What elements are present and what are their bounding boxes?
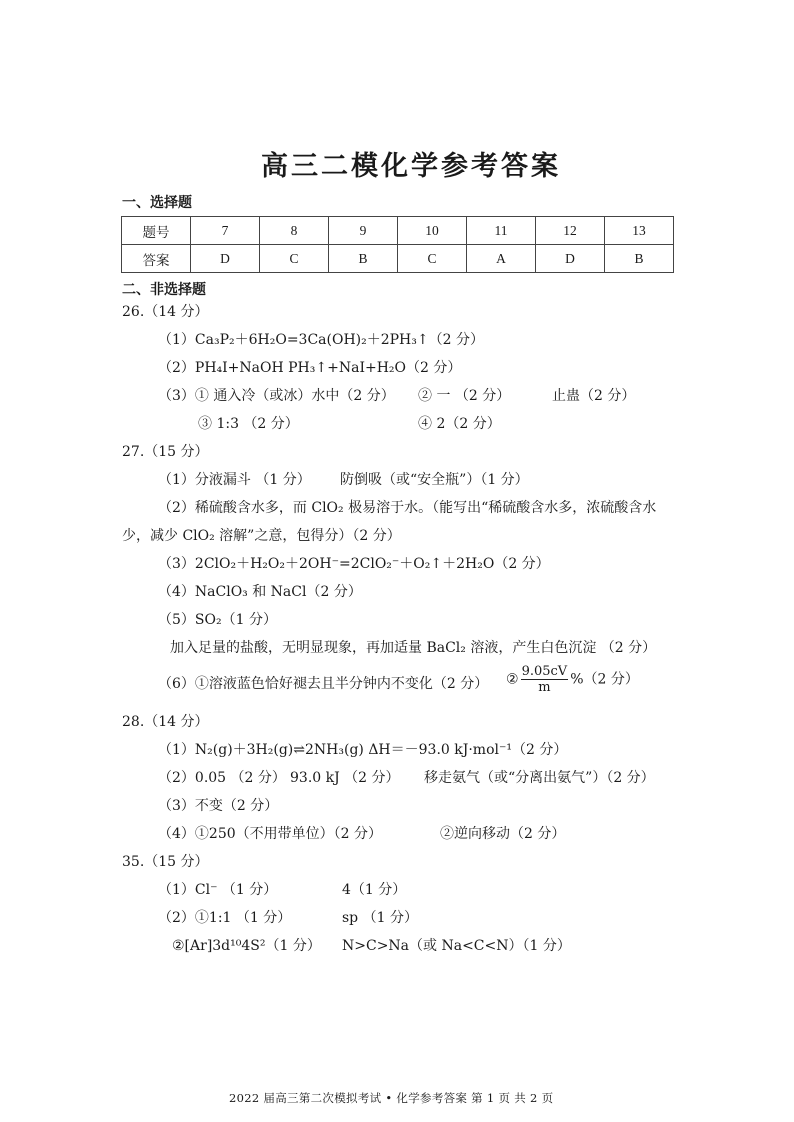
question-35-answer-2b: sp （1 分）: [342, 910, 418, 926]
table-cell: D: [536, 245, 605, 273]
question-28-answer-4a: （4）①250（不用带单位）（2 分）: [158, 826, 382, 842]
table-row-answers: [122, 245, 674, 273]
table-cell: 11: [467, 217, 536, 245]
question-35-answer-3a: ②[Ar]3d¹⁰4S²（1 分）: [172, 938, 321, 954]
question-26-answer-3b: ② 一 （2 分）: [418, 388, 511, 404]
question-28-heading: 28.（14 分）: [122, 714, 209, 730]
fraction-numerator: 9.05cV: [521, 664, 568, 679]
question-26-answer-3a: （3）① 通入冷（或冰）水中（2 分）: [158, 388, 395, 404]
question-27-answer-5b: 加入足量的盐酸，无明显现象，再加适量 BaCl₂ 溶液，产生白色沉淀 （2 分）: [170, 640, 657, 656]
question-27-answer-5: （5）SO₂（1 分）: [158, 612, 277, 628]
answer-table: [121, 216, 674, 273]
fraction-denominator: m: [538, 680, 551, 695]
table-cell: 答案: [122, 245, 191, 273]
question-28-answer-1: （1）N₂(g)＋3H₂(g)⇌2NH₃(g) ΔH＝－93.0 kJ·mol⁻¹（2 分）: [158, 742, 568, 758]
table-cell: 题号: [122, 217, 191, 245]
table-cell: 10: [398, 217, 467, 245]
question-27-answer-1b: 防倒吸（或“安全瓶”）（1 分）: [340, 472, 529, 488]
section-heading-multiple-choice: 一、选择题: [122, 195, 192, 211]
table-cell: A: [467, 245, 536, 273]
question-28-answer-2a: （2）0.05 （2 分）: [158, 770, 286, 786]
fraction-expression: [521, 664, 569, 695]
question-27-answer-2-continued: 少，减少 ClO₂ 溶解”之意，包得分）（2 分）: [122, 528, 401, 544]
question-27-answer-2: （2）稀硫酸含水多，而 ClO₂ 极易溶于水。（能写出“稀硫酸含水多，浓硫酸含水: [158, 500, 657, 516]
question-26-answer-1: （1）Ca₃P₂＋6H₂O=3Ca(OH)₂＋2PH₃↑（2 分）: [158, 332, 484, 348]
table-cell: 13: [605, 217, 674, 245]
table-cell: B: [605, 245, 674, 273]
page-footer: 2022 届高三第二次模拟考试 • 化学参考答案 第 1 页 共 2 页: [229, 1091, 554, 1105]
question-26-heading: 26.（14 分）: [122, 304, 209, 320]
question-27-heading: 27.（15 分）: [122, 444, 209, 460]
page-title: 高三二模化学参考答案: [261, 151, 561, 182]
question-28-answer-2b: 93.0 kJ （2 分）: [290, 770, 400, 786]
table-cell: B: [329, 245, 398, 273]
question-35-answer-2a: （2）①1:1 （1 分）: [158, 910, 292, 926]
question-26-answer-4a: ③ 1:3 （2 分）: [198, 416, 299, 432]
question-35-answer-3b: N>C>Na（或 Na<C<N）（1 分）: [342, 938, 571, 954]
table-cell: 8: [260, 217, 329, 245]
question-27-answer-1a: （1）分液漏斗 （1 分）: [158, 472, 311, 488]
question-35-answer-1b: 4（1 分）: [342, 882, 407, 898]
table-cell: C: [260, 245, 329, 273]
table-cell: D: [191, 245, 260, 273]
question-28-answer-3: （3）不变（2 分）: [158, 798, 279, 814]
section-heading-free-response: 二、非选择题: [122, 282, 206, 298]
question-27-answer-3: （3）2ClO₂＋H₂O₂＋2OH⁻=2ClO₂⁻＋O₂↑＋2H₂O（2 分）: [158, 556, 550, 572]
question-26-answer-4b: ④ 2（2 分）: [418, 416, 501, 432]
question-28-answer-4b: ②逆向移动（2 分）: [440, 826, 566, 842]
question-27-answer-6b: [506, 664, 639, 695]
percent-score: %（2 分）: [570, 671, 639, 688]
question-27-answer-4: （4）NaClO₃ 和 NaCl（2 分）: [158, 584, 362, 600]
table-cell: 9: [329, 217, 398, 245]
table-row-question-numbers: [122, 217, 674, 245]
table-cell: 12: [536, 217, 605, 245]
circled-number-2: ②: [506, 671, 519, 688]
question-28-answer-2c: 移走氨气（或“分离出氨气”）（2 分）: [424, 770, 655, 786]
question-35-heading: 35.（15 分）: [122, 854, 209, 870]
table-cell: 7: [191, 217, 260, 245]
question-27-answer-6a: （6）①溶液蓝色恰好褪去且半分钟内不变化（2 分）: [158, 676, 489, 692]
question-26-answer-2: （2）PH₄I+NaOH PH₃↑+NaI+H₂O（2 分）: [158, 360, 462, 376]
question-26-answer-3c: 止蛊（2 分）: [552, 388, 636, 404]
question-35-answer-1a: （1）Cl⁻ （1 分）: [158, 882, 278, 898]
table-cell: C: [398, 245, 467, 273]
